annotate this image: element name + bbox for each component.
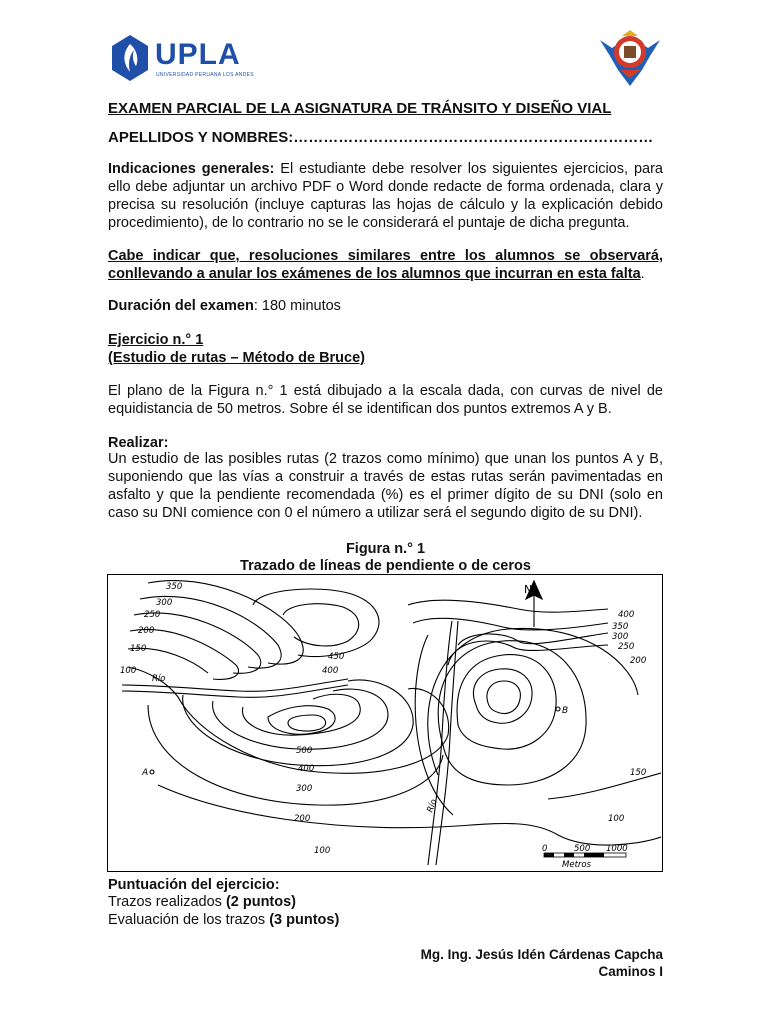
scoring-item-1-label: Trazos realizados xyxy=(108,894,226,910)
contour-line xyxy=(140,596,281,668)
contour-label-500: 500 xyxy=(296,746,313,756)
contour-map xyxy=(107,574,663,872)
instructions-label: Indicaciones generales: xyxy=(108,161,275,177)
university-crest-icon xyxy=(598,26,662,88)
contour-label-350-left: 350 xyxy=(166,582,183,592)
north-label: N xyxy=(524,583,533,596)
exercise-description: El plano de la Figura n.° 1 está dibujado a la escala dada, con curvas de nivel de equidistancia de 50 metros. Sobre él se identifican dos puntos extremos A y B. xyxy=(108,383,663,417)
contour-label-300-right: 300 xyxy=(612,632,629,642)
point-a-marker xyxy=(150,770,154,774)
contour-line xyxy=(253,589,379,656)
river-line xyxy=(122,679,348,691)
river-line xyxy=(428,621,452,865)
scoring-item-1 xyxy=(108,893,663,911)
warning-end: . xyxy=(640,266,645,282)
contour-label-100-right: 100 xyxy=(608,814,625,824)
contour-label-100-left: 100 xyxy=(120,666,137,676)
contour-label-450: 450 xyxy=(328,652,345,662)
contour-label-400-mid: 400 xyxy=(322,666,339,676)
exam-title: EXAMEN PARCIAL DE LA ASIGNATURA DE TRÁNSITO Y DISEÑO VIAL xyxy=(108,100,612,117)
contour-line xyxy=(128,667,449,773)
task-label: Realizar: xyxy=(108,435,169,451)
instructions-text: El estudiante debe resolver los siguientes ejercicios, para ello debe adjuntar un archivo PDF o Word donde redacte de forma ordenada, clara y precisa su resolución (incluye capturas las hojas de cálculo y la explicación debido procedimiento), de lo contrario no se le considerará el puntaje de dicha pregunta. xyxy=(108,161,663,231)
contour-line xyxy=(438,641,586,785)
task-text: Un estudio de las posibles rutas (2 trazos como mínimo) que unan los puntos A y B, suponiendo que las vías a construir a través de estas rutas serán pavimentadas en asfalto y que la pendiente recomendada (%) es el primer dígito de su DNI (solo en caso su DNI comience con 0 el número a utilizar será el segundo digito de su DNI). xyxy=(108,451,663,521)
river-label-left: Río xyxy=(152,674,166,684)
figure-caption: Figura n.° 1 xyxy=(345,541,426,557)
figure-title: Trazado de líneas de pendiente o de ceros xyxy=(240,558,531,574)
contour-label-400-right: 400 xyxy=(618,610,635,620)
contour-line xyxy=(448,641,608,665)
contour-label-100-low: 100 xyxy=(314,846,331,856)
scoring-item-1-points: (2 puntos) xyxy=(225,894,297,910)
author-name: Mg. Ing. Jesús Idén Cárdenas Capcha xyxy=(420,947,663,962)
contour-label-300-low: 300 xyxy=(296,784,313,794)
upla-logo-subtitle: UNIVERSIDAD PERUANA LOS ANDES xyxy=(156,72,254,78)
scale-tick-1000: 1000 xyxy=(606,844,628,854)
contour-line xyxy=(283,604,359,646)
contour-label-300-left: 300 xyxy=(156,598,173,608)
contour-line xyxy=(158,785,661,845)
contour-line xyxy=(288,715,326,731)
duration-line xyxy=(108,297,663,315)
point-b-label: B xyxy=(562,706,569,716)
contour-line xyxy=(213,689,388,749)
point-b-marker xyxy=(556,707,560,711)
contour-label-400-low: 400 xyxy=(298,764,315,774)
point-a-label: A xyxy=(142,768,149,778)
warning-text: Cabe indicar que, resoluciones similares entre los alumnos se observará, conllevando a anular los exámenes de los alumnos que incurran en esta falta xyxy=(108,248,663,282)
upla-logo xyxy=(110,34,260,86)
contour-line xyxy=(413,618,608,630)
scoring-item-2-label: Evaluación de los trazos xyxy=(108,912,270,928)
contour-label-200-left: 200 xyxy=(138,626,155,636)
scoring-item-2-points: (3 puntos) xyxy=(269,912,340,928)
contour-line xyxy=(242,694,360,735)
contour-line xyxy=(130,630,239,680)
contour-line xyxy=(408,600,608,612)
contour-label-200-low: 200 xyxy=(294,814,311,824)
contour-label-350-right: 350 xyxy=(612,622,629,632)
contour-label-250-right: 250 xyxy=(618,642,635,652)
scoring-heading: Puntuación del ejercicio: xyxy=(108,877,280,893)
river-label-center: Río xyxy=(425,797,440,815)
scale-tick-0: 0 xyxy=(542,844,548,854)
contour-label-200-right: 200 xyxy=(630,656,647,666)
warning-paragraph xyxy=(108,247,663,283)
exercise-subheading: (Estudio de rutas – Método de Bruce) xyxy=(108,350,365,366)
contour-line xyxy=(128,648,208,673)
contour-line xyxy=(487,681,520,713)
contour-line xyxy=(148,705,443,805)
contour-label-250-left: 250 xyxy=(144,610,161,620)
upla-hexagon-icon xyxy=(110,34,150,82)
contour-line xyxy=(473,669,532,723)
instructions-paragraph xyxy=(108,160,663,232)
exercise-heading: Ejercicio n.° 1 xyxy=(108,332,204,348)
scoring-item-2 xyxy=(108,911,663,929)
names-field-label: APELLIDOS Y NOMBRES:……………………………………………………………… xyxy=(108,129,654,146)
author-course: Caminos I xyxy=(598,964,663,979)
contour-line xyxy=(548,773,661,799)
contour-label-150-right: 150 xyxy=(630,768,647,778)
contour-line xyxy=(148,581,303,665)
contour-label-150-left: 150 xyxy=(130,644,147,654)
duration-label: Duración del examen xyxy=(108,298,254,314)
contour-line xyxy=(134,613,261,673)
scale-unit-label: Metros xyxy=(562,860,592,870)
duration-value: : 180 minutos xyxy=(253,298,341,314)
scale-tick-500: 500 xyxy=(574,844,591,854)
upla-logo-text: UPLA xyxy=(155,38,241,71)
